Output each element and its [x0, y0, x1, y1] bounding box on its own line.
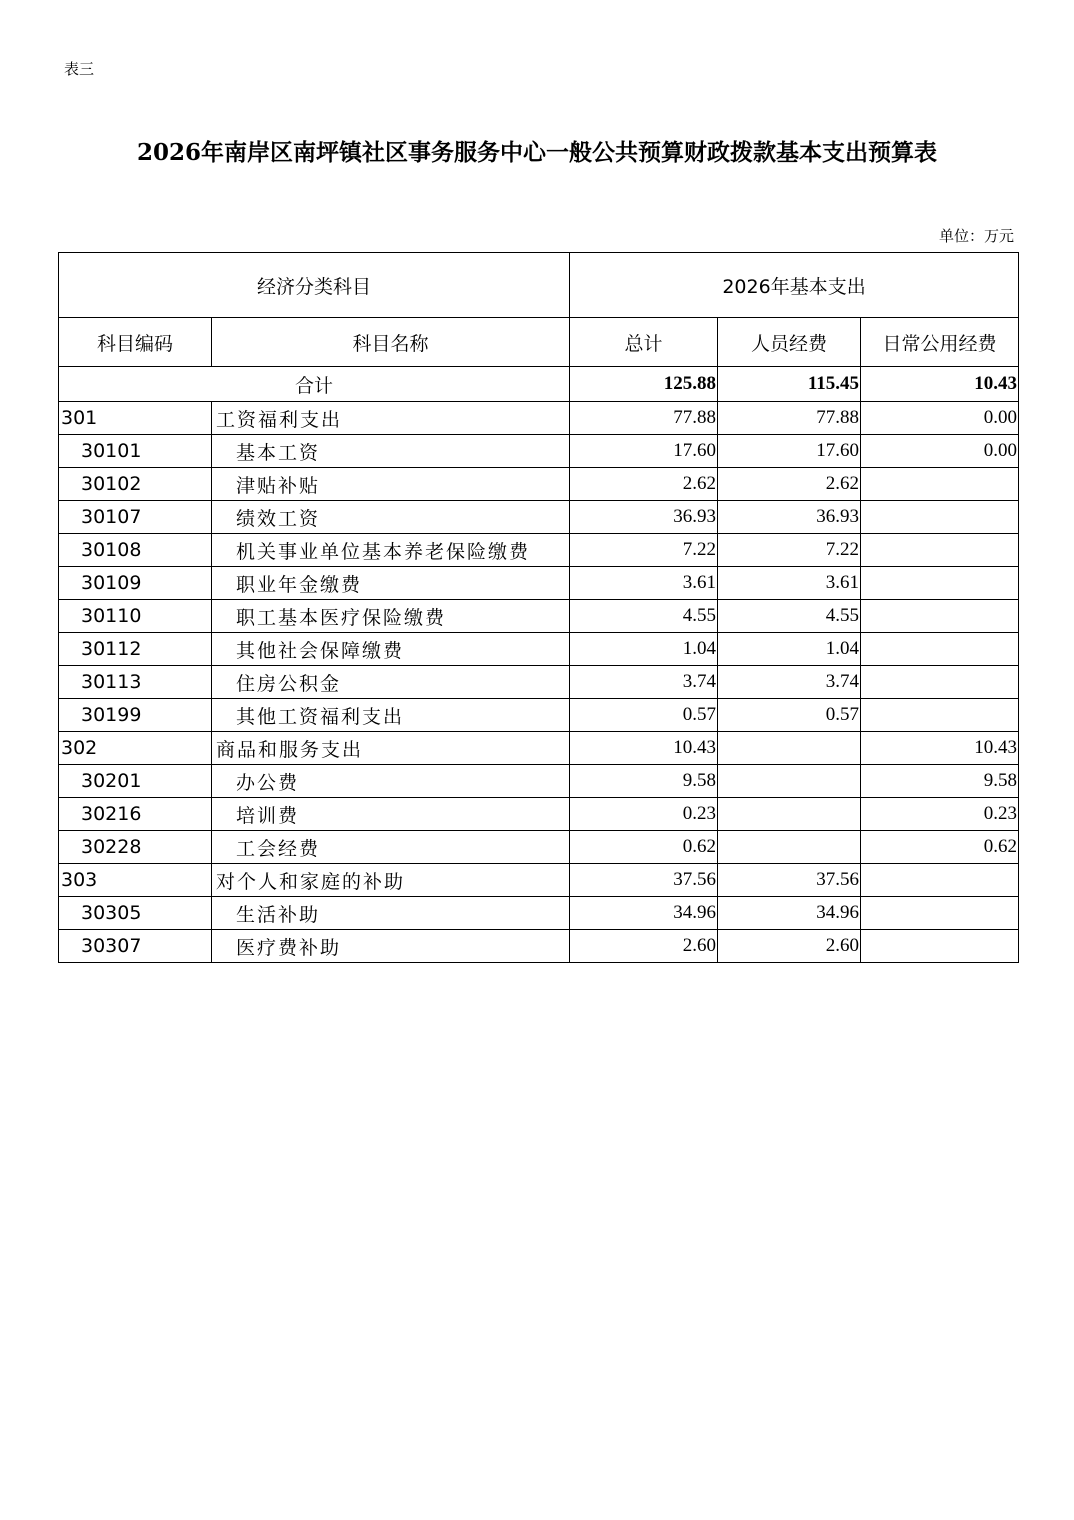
- row-total: 9.58: [570, 765, 718, 798]
- row-total: 77.88: [570, 402, 718, 435]
- header-name: 科目名称: [212, 318, 570, 367]
- row-public: [861, 534, 1019, 567]
- table-row: [59, 567, 1019, 600]
- row-code: 30113: [59, 666, 212, 699]
- row-name: 医疗费补助: [212, 930, 570, 963]
- row-total: 4.55: [570, 600, 718, 633]
- row-total: 17.60: [570, 435, 718, 468]
- page-label: 表三: [64, 60, 95, 78]
- row-total: 0.62: [570, 831, 718, 864]
- table-row: [59, 402, 1019, 435]
- table-row: [59, 798, 1019, 831]
- row-personnel: 7.22: [718, 534, 861, 567]
- table-row: [59, 468, 1019, 501]
- table-row: [59, 765, 1019, 798]
- row-total: 3.61: [570, 567, 718, 600]
- row-personnel: 4.55: [718, 600, 861, 633]
- header-economic-classification: 经济分类科目: [59, 253, 570, 318]
- table-row: [59, 897, 1019, 930]
- table-row: [59, 666, 1019, 699]
- row-personnel: 2.60: [718, 930, 861, 963]
- row-name: 生活补助: [212, 897, 570, 930]
- row-code: 30305: [59, 897, 212, 930]
- header-total: 总计: [570, 318, 718, 367]
- row-total: 7.22: [570, 534, 718, 567]
- row-personnel: [718, 765, 861, 798]
- table-row: [59, 864, 1019, 897]
- row-public: [861, 567, 1019, 600]
- row-personnel: 17.60: [718, 435, 861, 468]
- table-row: [59, 831, 1019, 864]
- row-code: 30102: [59, 468, 212, 501]
- row-personnel: 3.61: [718, 567, 861, 600]
- row-name: 对个人和家庭的补助: [212, 864, 570, 897]
- row-public: [861, 633, 1019, 666]
- table-row: [59, 699, 1019, 732]
- row-name: 其他工资福利支出: [212, 699, 570, 732]
- budget-table: [58, 252, 1019, 963]
- row-public: [861, 930, 1019, 963]
- row-code: 30110: [59, 600, 212, 633]
- row-total: 2.60: [570, 930, 718, 963]
- row-personnel: 0.57: [718, 699, 861, 732]
- row-code: 30216: [59, 798, 212, 831]
- row-name: 办公费: [212, 765, 570, 798]
- row-code: 301: [59, 402, 212, 435]
- row-public: 10.43: [861, 732, 1019, 765]
- unit-label: 单位：万元: [938, 227, 1014, 245]
- header-row-group: [59, 253, 1019, 318]
- row-total: 34.96: [570, 897, 718, 930]
- row-total: 10.43: [570, 732, 718, 765]
- total-total: 125.88: [570, 367, 718, 402]
- total-label: 合计: [59, 367, 570, 402]
- header-code: 科目编码: [59, 318, 212, 367]
- total-public: 10.43: [861, 367, 1019, 402]
- table-row: [59, 600, 1019, 633]
- table-row: [59, 501, 1019, 534]
- row-public: 0.00: [861, 435, 1019, 468]
- row-public: [861, 600, 1019, 633]
- table-row: [59, 732, 1019, 765]
- row-public: 0.62: [861, 831, 1019, 864]
- row-name: 机关事业单位基本养老保险缴费: [212, 534, 570, 567]
- row-total: 0.57: [570, 699, 718, 732]
- row-personnel: 34.96: [718, 897, 861, 930]
- row-code: 302: [59, 732, 212, 765]
- row-personnel: 2.62: [718, 468, 861, 501]
- header-basic-expenditure: 2026年基本支出: [570, 253, 1019, 318]
- row-name: 培训费: [212, 798, 570, 831]
- page-title: 2026年南岸区南坪镇社区事务服务中心一般公共预算财政拨款基本支出预算表: [136, 139, 937, 166]
- row-code: 30307: [59, 930, 212, 963]
- row-public: [861, 897, 1019, 930]
- row-code: 30108: [59, 534, 212, 567]
- row-name: 职业年金缴费: [212, 567, 570, 600]
- table-row: [59, 534, 1019, 567]
- row-name: 其他社会保障缴费: [212, 633, 570, 666]
- header-public: 日常公用经费: [861, 318, 1019, 367]
- row-personnel: 1.04: [718, 633, 861, 666]
- row-total: 37.56: [570, 864, 718, 897]
- row-code: 30101: [59, 435, 212, 468]
- row-public: 9.58: [861, 765, 1019, 798]
- row-name: 津贴补贴: [212, 468, 570, 501]
- row-name: 职工基本医疗保险缴费: [212, 600, 570, 633]
- row-name: 商品和服务支出: [212, 732, 570, 765]
- row-code: 30109: [59, 567, 212, 600]
- table-row: [59, 633, 1019, 666]
- total-row: [59, 367, 1019, 402]
- row-personnel: 37.56: [718, 864, 861, 897]
- row-code: 30201: [59, 765, 212, 798]
- header-row-columns: [59, 318, 1019, 367]
- row-public: [861, 501, 1019, 534]
- row-code: 303: [59, 864, 212, 897]
- row-personnel: [718, 732, 861, 765]
- row-name: 基本工资: [212, 435, 570, 468]
- row-name: 工资福利支出: [212, 402, 570, 435]
- table-row: [59, 930, 1019, 963]
- row-public: [861, 864, 1019, 897]
- row-public: [861, 699, 1019, 732]
- row-code: 30228: [59, 831, 212, 864]
- row-public: 0.23: [861, 798, 1019, 831]
- row-total: 3.74: [570, 666, 718, 699]
- table-row: [59, 435, 1019, 468]
- row-code: 30199: [59, 699, 212, 732]
- row-code: 30112: [59, 633, 212, 666]
- row-personnel: [718, 798, 861, 831]
- row-name: 工会经费: [212, 831, 570, 864]
- row-personnel: 3.74: [718, 666, 861, 699]
- row-name: 绩效工资: [212, 501, 570, 534]
- row-personnel: 77.88: [718, 402, 861, 435]
- row-total: 0.23: [570, 798, 718, 831]
- header-personnel: 人员经费: [718, 318, 861, 367]
- row-name: 住房公积金: [212, 666, 570, 699]
- row-total: 2.62: [570, 468, 718, 501]
- row-public: [861, 666, 1019, 699]
- row-total: 36.93: [570, 501, 718, 534]
- row-personnel: [718, 831, 861, 864]
- row-total: 1.04: [570, 633, 718, 666]
- row-code: 30107: [59, 501, 212, 534]
- total-personnel: 115.45: [718, 367, 861, 402]
- row-public: 0.00: [861, 402, 1019, 435]
- row-personnel: 36.93: [718, 501, 861, 534]
- row-public: [861, 468, 1019, 501]
